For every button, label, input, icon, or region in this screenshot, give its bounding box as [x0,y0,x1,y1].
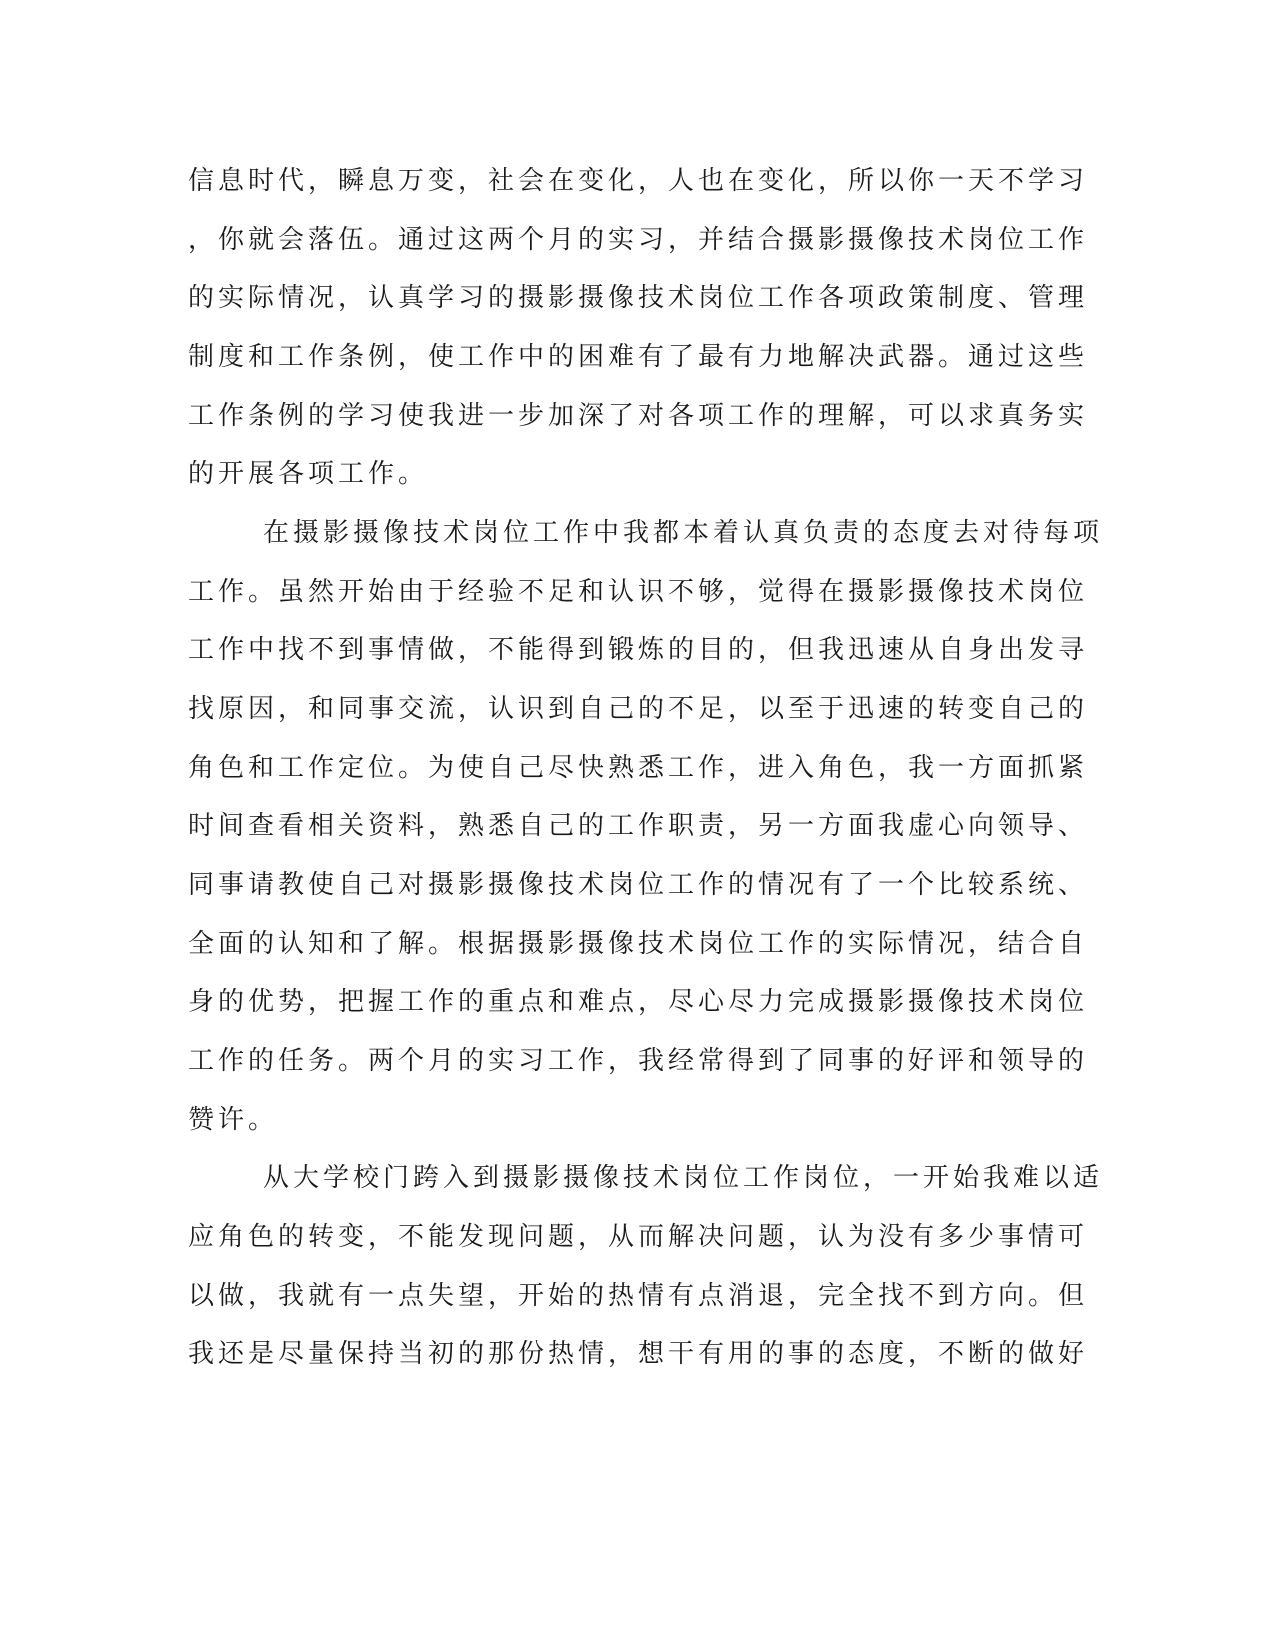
paragraph-2-line-3: 工作中找不到事情做，不能得到锻炼的目的，但我迅速从自身出发寻 [188,635,1089,665]
paragraph-3-line-2: 应角色的转变，不能发现问题，从而解决问题，认为没有多少事情可 [188,1222,1089,1252]
paragraph-1-line-5: 工作条例的学习使我进一步加深了对各项工作的理解，可以求真务实 [188,401,1089,431]
paragraph-2-line-6: 时间查看相关资料，熟悉自己的工作职责，另一方面我虚心向领导、 [188,811,1089,841]
paragraph-1-line-4: 制度和工作条例，使工作中的困难有了最有力地解决武器。通过这些 [188,342,1089,372]
paragraph-3-line-4: 我还是尽量保持当初的那份热情，想干有用的事的态度，不断的做好 [188,1339,1089,1369]
paragraph-1-line-2: ，你就会落伍。通过这两个月的实习，并结合摄影摄像技术岗位工作 [188,225,1089,255]
paragraph-3-line-1: 从大学校门跨入到摄影摄像技术岗位工作岗位，一开始我难以适 [263,1163,1104,1193]
paragraph-2-line-2: 工作。虽然开始由于经验不足和认识不够，觉得在摄影摄像技术岗位 [188,577,1089,607]
paragraph-3-line-3: 以做，我就有一点失望，开始的热情有点消退，完全找不到方向。但 [188,1281,1089,1311]
paragraph-1-line-3: 的实际情况，认真学习的摄影摄像技术岗位工作各项政策制度、管理 [188,283,1089,313]
paragraph-2-line-5: 角色和工作定位。为使自己尽快熟悉工作，进入角色，我一方面抓紧 [188,753,1089,783]
paragraph-2-line-11: 赞许。 [188,1105,279,1135]
paragraph-1-line-6: 的开展各项工作。 [188,459,429,489]
paragraph-2-line-9: 身的优势，把握工作的重点和难点，尽心尽力完成摄影摄像技术岗位 [188,987,1089,1017]
paragraph-1-line-1: 信息时代，瞬息万变，社会在变化，人也在变化，所以你一天不学习 [188,166,1089,196]
paragraph-2-line-1: 在摄影摄像技术岗位工作中我都本着认真负责的态度去对待每项 [263,518,1104,548]
paragraph-2-line-8: 全面的认知和了解。根据摄影摄像技术岗位工作的实际情况，结合自 [188,929,1089,959]
paragraph-2-line-4: 找原因，和同事交流，认识到自己的不足，以至于迅速的转变自己的 [188,694,1089,724]
paragraph-2-line-7: 同事请教使自己对摄影摄像技术岗位工作的情况有了一个比较系统、 [188,870,1089,900]
paragraph-2-line-10: 工作的任务。两个月的实习工作，我经常得到了同事的好评和领导的 [188,1046,1089,1076]
